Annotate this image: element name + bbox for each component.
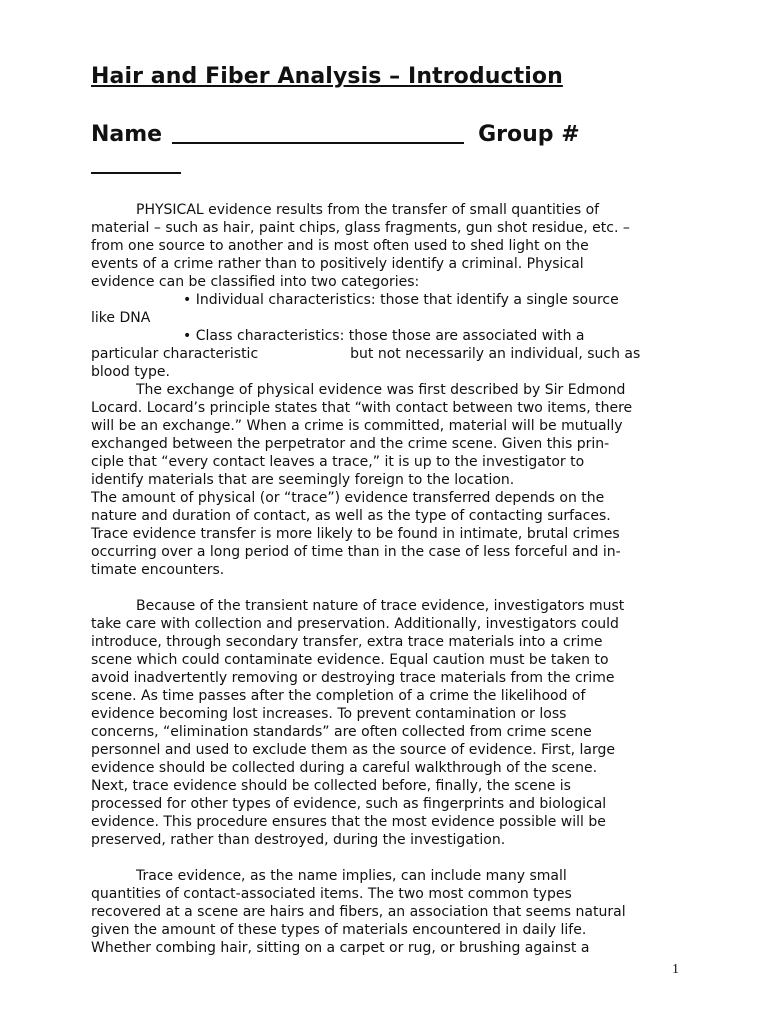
text-line: Locard. Locard’s principle states that “with contact between two items, there bbox=[91, 400, 633, 416]
text-line: evidence can be classified into two categories: bbox=[91, 274, 420, 290]
text-line: events of a crime rather than to positively identify a criminal. Physical bbox=[91, 256, 584, 272]
document-title: Hair and Fiber Analysis – Introduction bbox=[91, 64, 563, 89]
text-line: evidence becoming lost increases. To prevent contamination or loss bbox=[91, 706, 567, 722]
name-blank-line[interactable] bbox=[172, 118, 464, 144]
text-line: identify materials that are seemingly foreign to the location. bbox=[91, 472, 515, 488]
group-blank-line[interactable] bbox=[91, 152, 181, 174]
text-line: Next, trace evidence should be collected before, finally, the scene is bbox=[91, 778, 571, 794]
text-line: evidence. This procedure ensures that the most evidence possible will be bbox=[91, 814, 606, 830]
text-line: take care with collection and preservation. Additionally, investigators could bbox=[91, 616, 619, 632]
text-line: introduce, through secondary transfer, extra trace materials into a crime bbox=[91, 634, 603, 650]
text-line: timate encounters. bbox=[91, 562, 225, 578]
text-line: PHYSICAL evidence results from the transfer of small quantities of bbox=[136, 202, 600, 218]
text-line: avoid inadvertently removing or destroying trace materials from the crime bbox=[91, 670, 615, 686]
text-line: from one source to another and is most often used to shed light on the bbox=[91, 238, 589, 254]
text-line: occurring over a long period of time than in the case of less forceful and in- bbox=[91, 544, 621, 560]
name-group-row bbox=[91, 118, 681, 147]
text-line: concerns, “elimination standards” are often collected from crime scene bbox=[91, 724, 592, 740]
group-label: Group # bbox=[478, 122, 580, 147]
name-label: Name bbox=[91, 122, 163, 147]
text-line: quantities of contact-associated items. The two most common types bbox=[91, 886, 572, 902]
text-line: ciple that “every contact leaves a trace,” it is up to the investigator to bbox=[91, 454, 585, 470]
text-line: The amount of physical (or “trace”) evidence transferred depends on the bbox=[91, 490, 605, 506]
text-line: Whether combing hair, sitting on a carpet or rug, or brushing against a bbox=[91, 940, 590, 956]
text-line: The exchange of physical evidence was first described by Sir Edmond bbox=[136, 382, 626, 398]
text-line: scene. As time passes after the completion of a crime the likelihood of bbox=[91, 688, 586, 704]
text-line: exchanged between the perpetrator and the crime scene. Given this prin- bbox=[91, 436, 610, 452]
text-line: scene which could contaminate evidence. Equal caution must be taken to bbox=[91, 652, 609, 668]
text-line: Trace evidence transfer is more likely to be found in intimate, brutal crimes bbox=[91, 526, 620, 542]
text-line: • Class characteristics: those those are associated with a bbox=[183, 328, 585, 344]
text-line bbox=[91, 345, 681, 363]
body-text bbox=[91, 201, 681, 957]
text-line: nature and duration of contact, as well as the type of contacting surfaces. bbox=[91, 508, 611, 524]
paragraph-gap bbox=[91, 579, 681, 597]
text-line: recovered at a scene are hairs and fibers, an association that seems natural bbox=[91, 904, 626, 920]
text-line: like DNA bbox=[91, 310, 151, 326]
text-line: personnel and used to exclude them as the source of evidence. First, large bbox=[91, 742, 615, 758]
text-line: evidence should be collected during a careful walkthrough of the scene. bbox=[91, 760, 598, 776]
text-line-part: but not necessarily an individual, such as bbox=[350, 346, 641, 362]
paragraph-gap bbox=[91, 849, 681, 867]
text-line: Trace evidence, as the name implies, can include many small bbox=[136, 868, 567, 884]
text-line: material – such as hair, paint chips, glass fragments, gun shot residue, etc. – bbox=[91, 220, 630, 236]
page-number: 1 bbox=[672, 962, 679, 977]
text-line: Because of the transient nature of trace evidence, investigators must bbox=[136, 598, 625, 614]
text-line: • Individual characteristics: those that identify a single source bbox=[183, 292, 619, 308]
text-line: processed for other types of evidence, such as fingerprints and biological bbox=[91, 796, 607, 812]
text-line: will be an exchange.” When a crime is committed, material will be mutually bbox=[91, 418, 623, 434]
text-line: blood type. bbox=[91, 364, 170, 380]
text-line-part: particular characteristic bbox=[91, 346, 259, 362]
text-line: preserved, rather than destroyed, during the investigation. bbox=[91, 832, 506, 848]
text-line: given the amount of these types of materials encountered in daily life. bbox=[91, 922, 587, 938]
